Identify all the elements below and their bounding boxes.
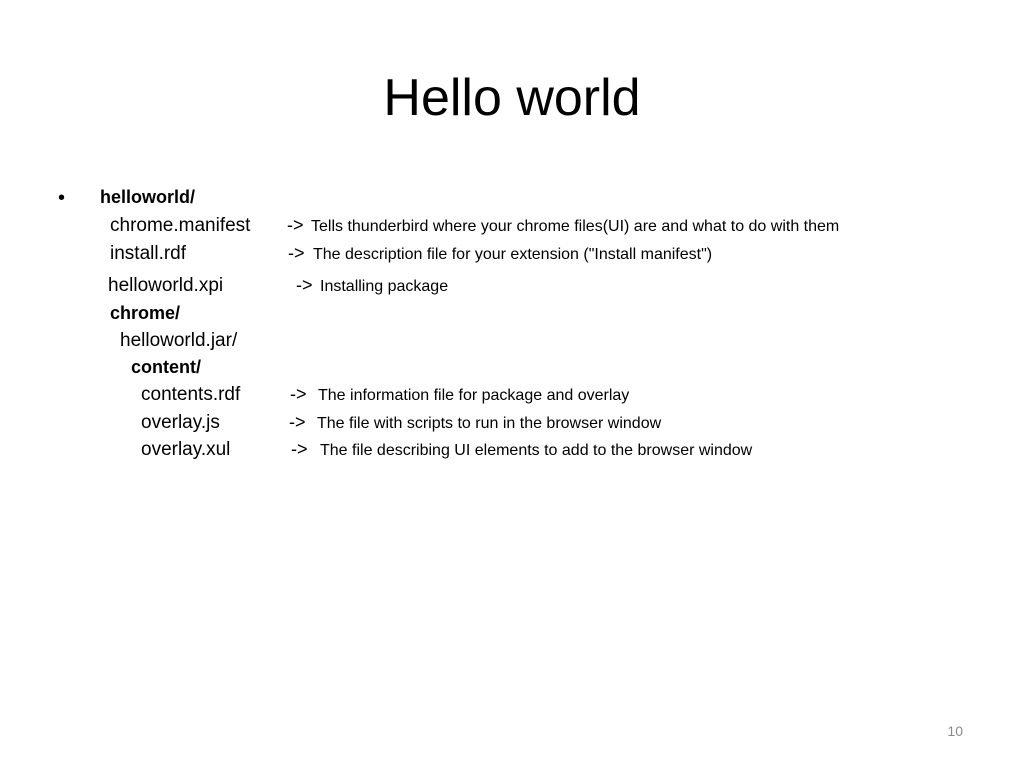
page-number: 10 [947,723,963,739]
file-name: chrome.manifest [110,215,251,236]
file-name: contents.rdf [141,384,241,405]
slide-title: Hello world [383,69,641,127]
file-name: helloworld.xpi [108,275,224,296]
file-description: Tells thunderbird where your chrome files(UI) are and what to do with them [311,218,840,235]
arrow: -> [290,384,307,404]
file-name: install.rdf [110,243,187,264]
arrow: -> [296,275,313,295]
file-description: The file describing UI elements to add to the browser window [320,442,753,459]
bullet-marker: • [58,187,66,209]
folder-name: helloworld/ [100,187,196,207]
folder-name: content/ [131,357,201,377]
arrow: -> [287,215,304,235]
folder-name: chrome/ [110,303,181,323]
file-name: overlay.js [141,412,220,433]
file-name: overlay.xul [141,439,231,460]
arrow: -> [288,243,305,263]
file-description: The file with scripts to run in the browser window [317,415,662,432]
file-description: The description file for your extension ("Install manifest") [313,246,713,263]
file-description: Installing package [320,278,449,295]
arrow: -> [289,412,306,432]
file-description: The information file for package and overlay [318,387,630,404]
arrow: -> [291,439,308,459]
folder-name: helloworld.jar/ [120,330,238,351]
